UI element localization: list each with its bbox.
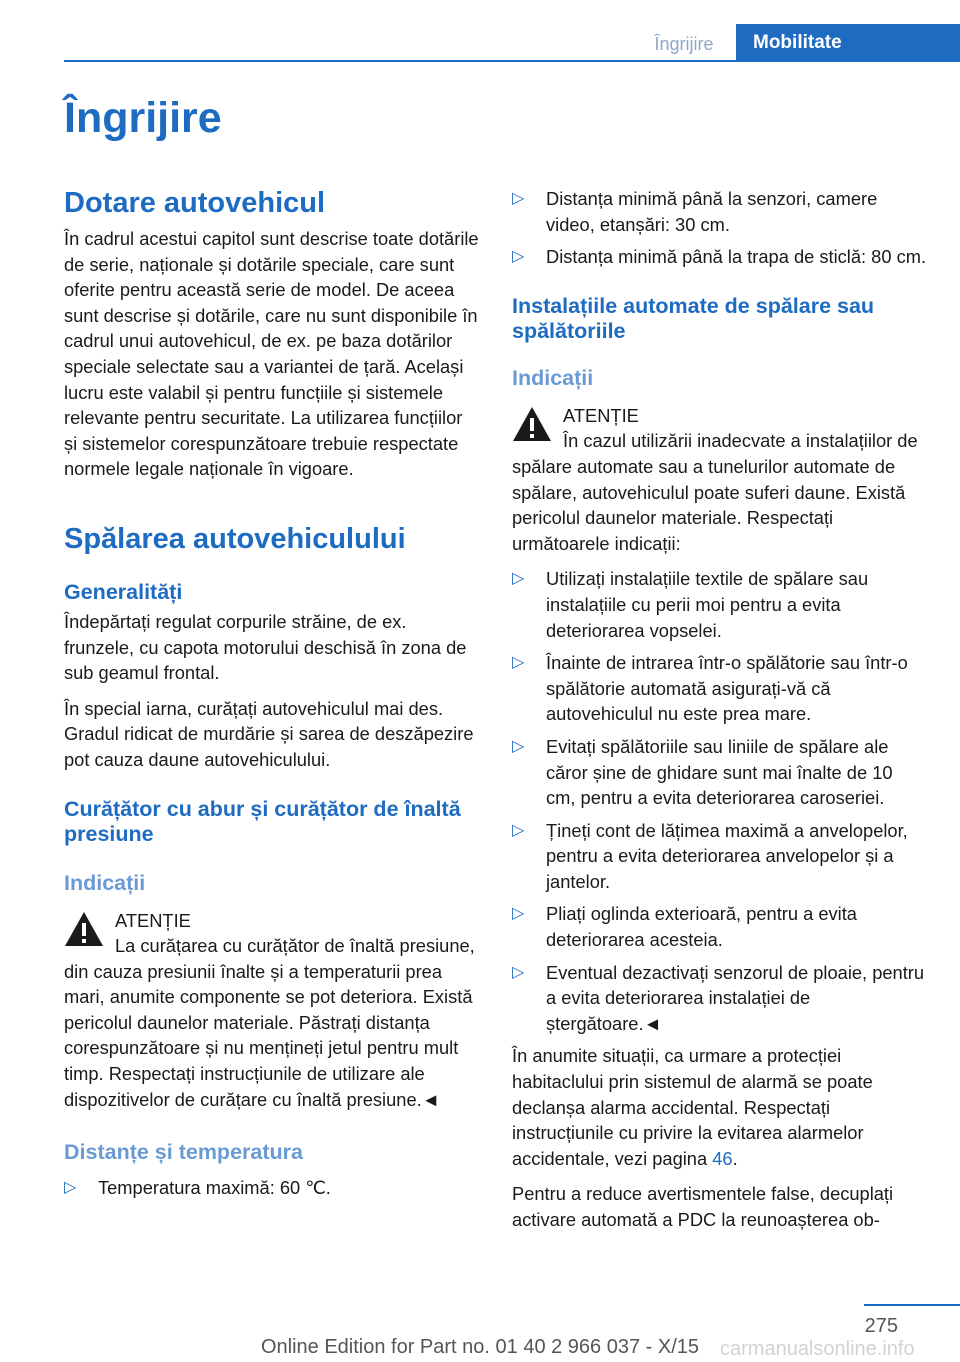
list-item: ▷ Distanța minimă până la trapa de sticlă: 80 cm.	[512, 244, 927, 270]
warning-text: La curățarea cu curățător de înaltă presiune, din cauza presiunii înalte și a temperaturii prea mari, anumite componente se pot deteriora. Există pericolul daunelor materiale. Păstrați distanța corespunzătoare și nu mențineți jetul pentru mult timp. Respectați instrucțiunile de utilizare ale dispozitivelor de curățare cu înaltă presiune.◄	[64, 935, 475, 1110]
alarm-paragraph: În anumite situații, ca urmare a protecției habitaclului prin sistemul de alarmă se poate declanșa alarma accidental. Respectați instrucțiunile cu privire la evitarea alarmelor accidentale, vezi pagina 46.	[512, 1045, 873, 1169]
section-title-dotare: Dotare autovehicul	[64, 187, 326, 219]
subsection-title-distante: Distanțe și temperatura	[64, 1140, 303, 1165]
triangle-bullet-icon: ▷	[512, 190, 525, 207]
right-column	[512, 186, 927, 1243]
warning-text: În cazul utilizării inadecvate a instalațiilor de spălare automate sau a tunelurilor automate de spălare, autovehiculul poate suferi daune. Există pericolul daunelor materiale. Respectați următoarele indicații:	[512, 430, 918, 554]
tab-mobilitate[interactable]: Mobilitate	[736, 24, 960, 62]
distante-list	[64, 1175, 479, 1201]
warning-triangle-icon	[512, 406, 552, 442]
footer-rule	[864, 1304, 960, 1306]
watermark: carmanualsonline.info	[720, 1338, 915, 1360]
warning-label: ATENȚIE	[563, 404, 639, 426]
page-title: Îngrijire	[64, 94, 222, 142]
triangle-bullet-icon: ▷	[512, 963, 525, 981]
triangle-bullet-icon: ▷	[512, 570, 525, 588]
warning-head	[64, 908, 479, 934]
triangle-bullet-icon: ▷	[64, 1179, 77, 1197]
edition-text: Online Edition for Part no. 01 40 2 966 037 - X/15	[260, 1336, 700, 1358]
dotare-paragraph: În cadrul acestui capitol sunt descrise toate dotările de serie, naționale și dotările speciale, care sunt oferite pentru această serie de model. De aceea sunt descrise și dotările, care nu sunt disponibile în cadrul unui autovehicul, de ex. pe baza dotărilor speciale selectate sau a variantei de țară. Același lucru este valabil și pentru funcțiile și sistemele relevante pentru securitate. La utilizarea funcțiilor și sistemelor corespunzătoare trebuie respectate normele legale naționale în vigoare.	[64, 228, 479, 480]
subsection-title-generalitati: Generalități	[64, 579, 183, 604]
warning-block	[512, 403, 927, 557]
generalitati-paragraph-1: Îndepărtați regulat corpurile străine, de ex. frunzele, cu capota motorului deschisă în zona de sub geamul frontal.	[64, 610, 467, 684]
list-item: ▷ Evitați spălătoriile sau liniile de spălare ale căror șine de ghidare sunt mai înalte de 10 cm, pentru a evita deteriorarea caroseriei.	[512, 735, 893, 809]
list-item: ▷ Eventual dezactivați senzorul de ploaie, pentru a evita deteriorarea instalației de ștergătoare.◄	[512, 961, 925, 1034]
list-item: ▷ Utilizați instalațiile textile de spălare sau instalațiile cu perii moi pentru a evita deteriorarea vopselei.	[512, 568, 869, 641]
triangle-bullet-icon: ▷	[512, 248, 525, 266]
washing-list	[512, 566, 927, 1036]
indications-heading: Indicații	[512, 365, 594, 390]
tab-ingrijire[interactable]: Îngrijire	[654, 34, 714, 54]
section-title-spalare: Spălarea autovehiculului	[64, 522, 406, 555]
warning-head	[512, 403, 927, 429]
list-item: ▷ Înainte de intrarea într-o spălătorie sau într-o spălătorie automată asigurați-vă că autovehiculul nu este prea mare.	[512, 652, 908, 725]
triangle-bullet-icon: ▷	[512, 821, 525, 839]
generalitati-paragraph-2: În special iarna, curățați autovehiculul mai des. Gradul ridicat de murdărie și sarea de deszăpezire pot cauza daune autovehiculului.	[64, 697, 474, 770]
page-number: 275	[864, 1315, 898, 1337]
list-item: ▷ Temperatura maximă: 60 ℃.	[64, 1175, 479, 1201]
list-item: ▷ Pliați oglinda exterioară, pentru a evita deteriorarea acesteia.	[512, 903, 857, 951]
page-link[interactable]: 46	[712, 1147, 733, 1169]
distance-list	[512, 186, 927, 270]
warning-label: ATENȚIE	[115, 909, 191, 931]
subsection-title-curatator: Curățător cu abur și curățător de înaltă presiune	[64, 796, 461, 846]
left-column	[64, 186, 479, 1208]
triangle-bullet-icon: ▷	[512, 654, 525, 672]
triangle-bullet-icon: ▷	[512, 737, 525, 755]
triangle-bullet-icon: ▷	[512, 905, 525, 923]
section-title-instalatii: Instalațiile automate de spălare sau spălătoriile	[512, 293, 875, 343]
list-item: ▷ Distanța minimă până la senzori, camere video, etanșări: 30 cm.	[512, 188, 878, 235]
pdc-paragraph: Pentru a reduce avertismentele false, decuplați activare automată a PDC la reunoașterea ob-	[512, 1183, 894, 1230]
warning-triangle-icon	[64, 911, 104, 947]
indications-heading: Indicații	[64, 870, 146, 895]
warning-block	[64, 908, 479, 1113]
list-item: ▷ Țineți cont de lățimea maximă a anvelopelor, pentru a evita deteriorarea anvelopelor și a jantelor.	[512, 819, 908, 892]
